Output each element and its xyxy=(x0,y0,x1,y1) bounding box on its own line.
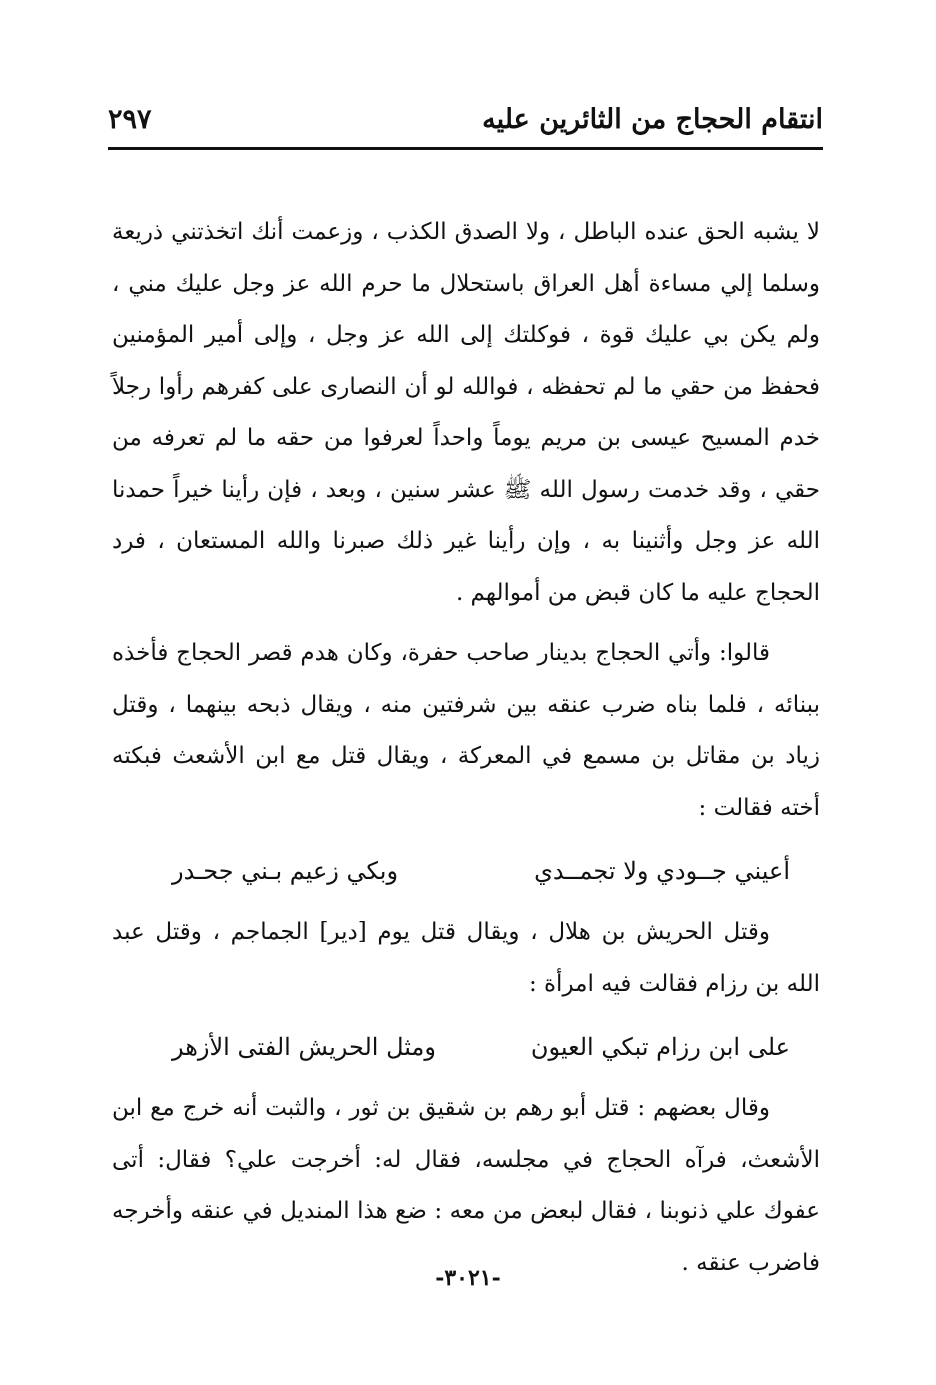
body-text xyxy=(112,207,820,1298)
paragraph-harish: وقتل الحريش بن هلال ، ويقال قتل يوم [دير] الجماجم ، وقتل عبد الله بن رزام فقالت فيه امرأة : xyxy=(112,919,820,997)
verse-1-hemistich-1: أعيني جــودي ولا تجمــدي xyxy=(534,857,790,885)
paragraph-letter: لا يشبه الحق عنده الباطل ، ولا الصدق الكذب ، وزعمت أنك اتخذتني ذريعة وسلما إلي مساءة أهل العراق باستحلال ما حرم الله عز وجل عليك مني ، ولم يكن بي عليك قوة ، فوكلتك إلى الله عز وجل ، وإلى أمير المؤمنين فحفظ من حقي ما لم تحفظه ، فوالله لو أن النصارى على كفرهم رأوا رجلاً خدم المسيح عيسى بن مريم يوماً واحداً لعرفوا من حقه ما لم تعرفه من حقي ، وقد خدمت رسول الله ﷺ عشر سنين ، وبعد ، فإن رأينا خيراً حمدنا الله عز وجل وأثنينا به ، وإن رأينا غير ذلك صبرنا والله المستعان ، فرد الحجاج عليه ما كان قبض من أموالهم . xyxy=(112,219,820,606)
verse-1 xyxy=(112,843,820,899)
header-rule xyxy=(108,147,823,150)
paragraph-abu-rahm: وقال بعضهم : قتل أبو رهم بن شقيق بن ثور ، والثبت أنه خرج مع ابن الأشعث، فرآه الحجاج في مجلسه، فقال له: أخرجت علي؟ فقال: أتى عفوك علي ذنوبنا ، فقال لبعض من معه : ضع هذا المنديل في عنقه وأخرجه فاضرب عنقه . xyxy=(112,1095,820,1276)
footer-folio: -٣٠٢١- xyxy=(435,1265,501,1291)
verse-1-hemistich-2: وبكي زعيم بـني جحـدر xyxy=(172,857,399,885)
paragraph-dinar: قالوا: وأتي الحجاج بدينار صاحب حفرة، وكان هدم قصر الحجاج فأخذه ببنائه ، فلما بناه ضرب عنقه بين شرفتين منه ، ويقال ذبحه بينهما ، وقتل زياد بن مقاتل بن مسمع في المعركة ، ويقال قتل مع ابن الأشعث فبكته أخته فقالت : xyxy=(112,640,820,821)
running-header xyxy=(108,100,823,146)
verse-2 xyxy=(112,1019,820,1075)
verse-2-hemistich-2: ومثل الحريش الفتى الأزهر xyxy=(172,1033,436,1061)
header-title: انتقام الحجاج من الثائرين عليه xyxy=(482,104,823,135)
page-number: ٢٩٧ xyxy=(108,104,152,135)
verse-2-hemistich-1: على ابن رزام تبكي العيون xyxy=(530,1033,790,1061)
